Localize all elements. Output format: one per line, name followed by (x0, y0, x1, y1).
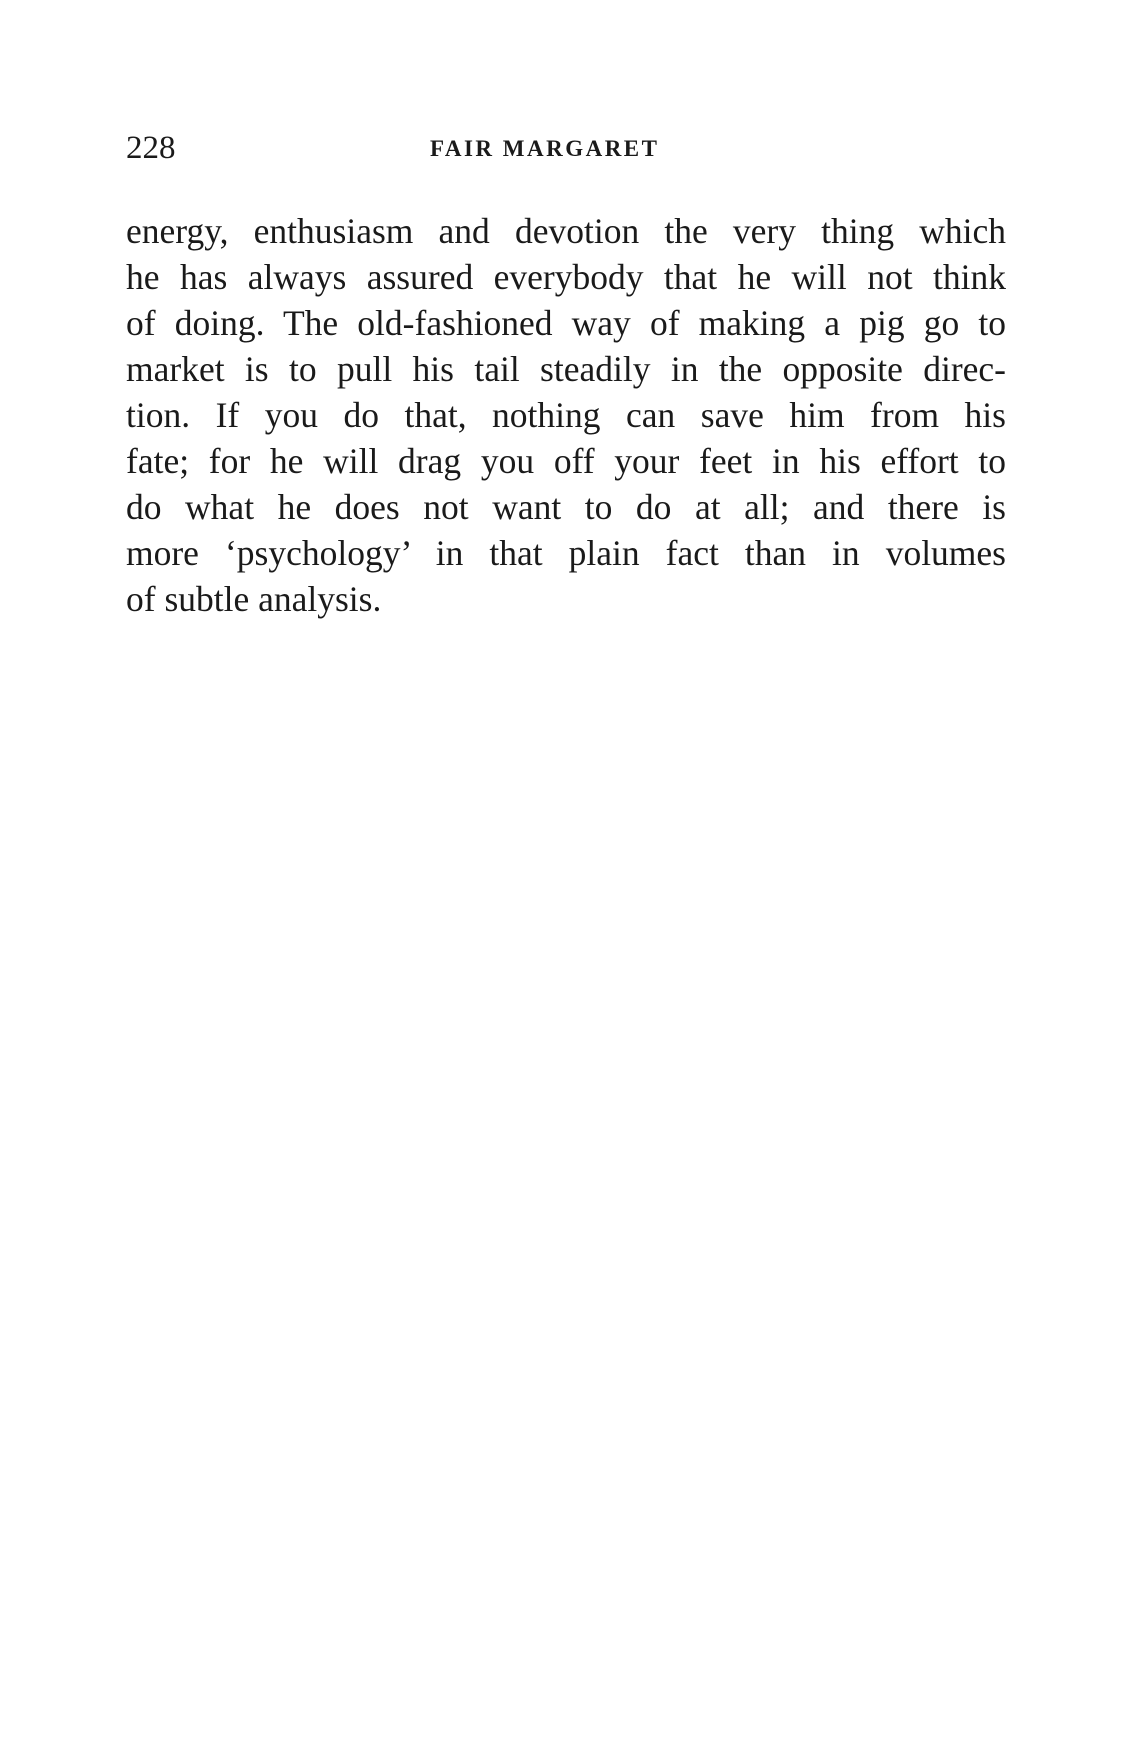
text-line: energy, enthusiasm and devotion the very thing which (126, 211, 1006, 251)
text-line: of subtle analysis. (126, 579, 382, 619)
text-line: of doing. The old-fashioned way of making a pig go to (126, 303, 1006, 343)
running-head (126, 128, 1006, 168)
text-line: market is to pull his tail steadily in the opposite direc- (126, 349, 1006, 389)
text-line: fate; for he will drag you off your feet in his effort to (126, 441, 1006, 481)
text-line: he has always assured everybody that he will not think (126, 257, 1006, 297)
page-number: 228 (126, 130, 176, 166)
text-line: tion. If you do that, nothing can save him from his (126, 395, 1006, 435)
text-line: more ‘psychology’ in that plain fact than in volumes (126, 533, 1006, 573)
running-title: FAIR MARGARET (430, 136, 660, 161)
text-line: do what he does not want to do at all; and there is (126, 487, 1006, 527)
body-paragraph (126, 208, 1006, 622)
